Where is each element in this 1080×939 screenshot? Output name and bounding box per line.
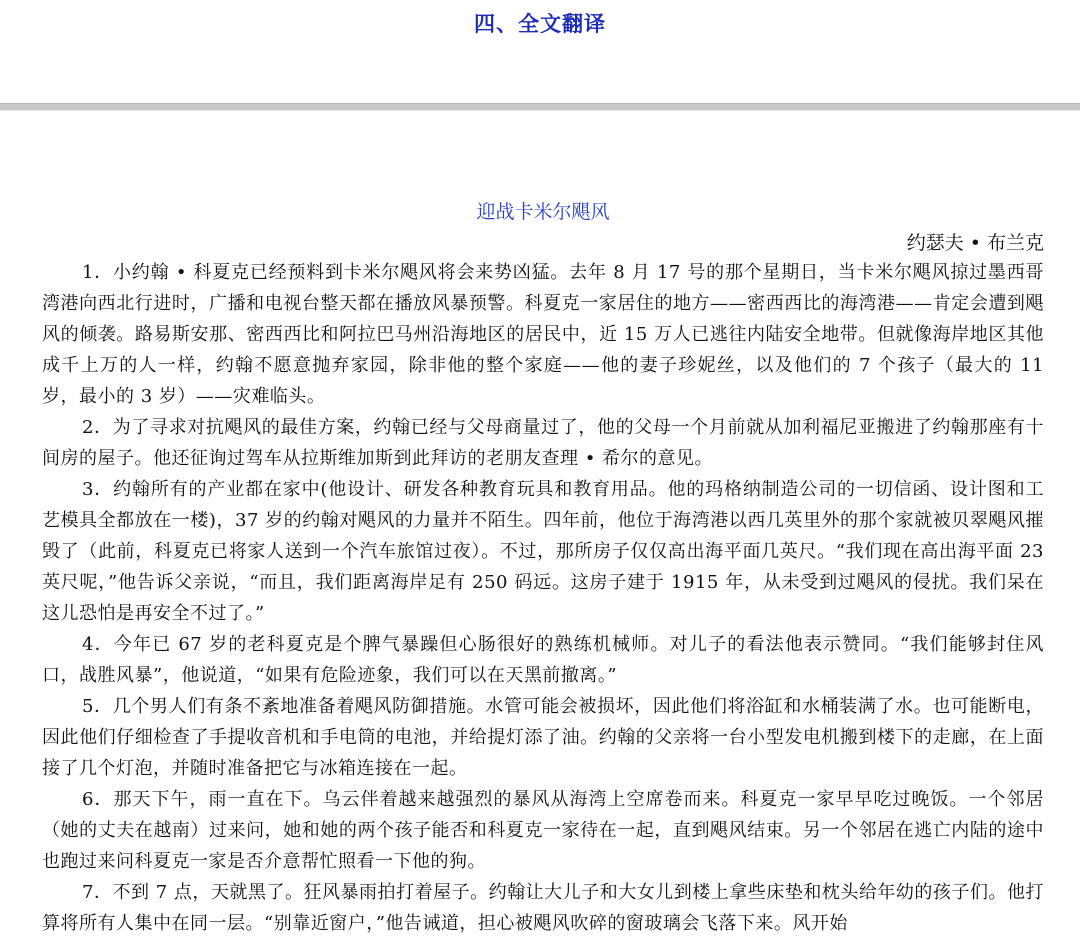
article-author: 约瑟夫 • 布兰克 [906, 232, 1044, 254]
article-title: 迎战卡米尔飓风 [476, 201, 610, 223]
paragraph-6: 6．那天下午，雨一直在下。乌云伴着越来越强烈的暴风从海湾上空席卷而来。科夏克一家早早吃过晚饭。一个邻居（她的丈夫在越南）过来问，她和她的两个孩子能否和科夏克一家待在一起，直到飓风结束。另一个邻居在逃亡内陆的途中也跑过来问科夏克一家是否介意帮忙照看一下他的狗。 [42, 789, 1044, 872]
paragraph-3: 3．约翰所有的产业都在家中(他设计、研发各种教育玩具和教育用品。他的玛格纳制造公司的一切信函、设计图和工艺模具全都放在一楼)，37 岁的约翰对飓风的力量并不陌生。四年前，他位于海湾港以西几英里外的那个家就被贝翠飓风摧毁了（此前，科夏克已将家人送到一个汽车旅馆过夜）。不过，那所房子仅仅高出海平面几英尺。“我们现在高出海平面 23 英尺呢，”他告诉父亲说，“而且，我们距离海岸足有 250 码远。这房子建于 1915 年，从未受到过飓风的侵扰。我们呆在这儿恐怕是再安全不过了。” [42, 479, 1044, 624]
paragraph-5: 5．几个男人们有条不紊地准备着飓风防御措施。水管可能会被损坏，因此他们将浴缸和水桶装满了水。也可能断电，因此他们仔细检查了手提收音机和手电筒的电池，并给提灯添了油。约翰的父亲将一台小型发电机搬到楼下的走廊，在上面接了几个灯泡，并随时准备把它与冰箱连接在一起。 [42, 696, 1044, 779]
paragraph-1: 1．小约翰 • 科夏克已经预料到卡米尔飓风将会来势凶猛。去年 8 月 17 号的那个星期日，当卡米尔飓风掠过墨西哥湾港向西北行进时，广播和电视台整天都在播放风暴预警。科夏克一家居住的地方——密西西比的海湾港——肯定会遭到飓风的倾袭。路易斯安那、密西西比和阿拉巴马州沿海地区的居民中，近 15 万人已逃往内陆安全地带。但就像海岸地区其他成千上万的人一样，约翰不愿意抛弃家园，除非他的整个家庭——他的妻子珍妮丝，以及他们的 7 个孩子（最大的 11 岁，最小的 3 岁）——灾难临头。 [42, 262, 1044, 407]
paragraph-4: 4．今年已 67 岁的老科夏克是个脾气暴躁但心肠很好的熟练机械师。对儿子的看法他表示赞同。“我们能够封住风口，战胜风暴”，他说道，“如果有危险迹象，我们可以在天黑前撤离。” [42, 634, 1044, 686]
article-body [42, 195, 1044, 939]
page-divider [0, 103, 1080, 111]
paragraph-2: 2．为了寻求对抗飓风的最佳方案，约翰已经与父母商量过了，他的父母一个月前就从加利福尼亚搬进了约翰那座有十间房的屋子。他还征询过驾车从拉斯维加斯到此拜访的老朋友查理 • 希尔的意见。 [42, 417, 1044, 469]
paragraph-7: 7．不到 7 点，天就黑了。狂风暴雨拍打着屋子。约翰让大儿子和大女儿到楼上拿些床垫和枕头给年幼的孩子们。他打算将所有人集中在同一层。“别靠近窗户，”他告诫道，担心被飓风吹碎的窗玻璃会飞落下来。风开始 [42, 882, 1044, 934]
section-heading: 四、全文翻译 [474, 12, 606, 36]
page-header-area [0, 0, 1080, 104]
